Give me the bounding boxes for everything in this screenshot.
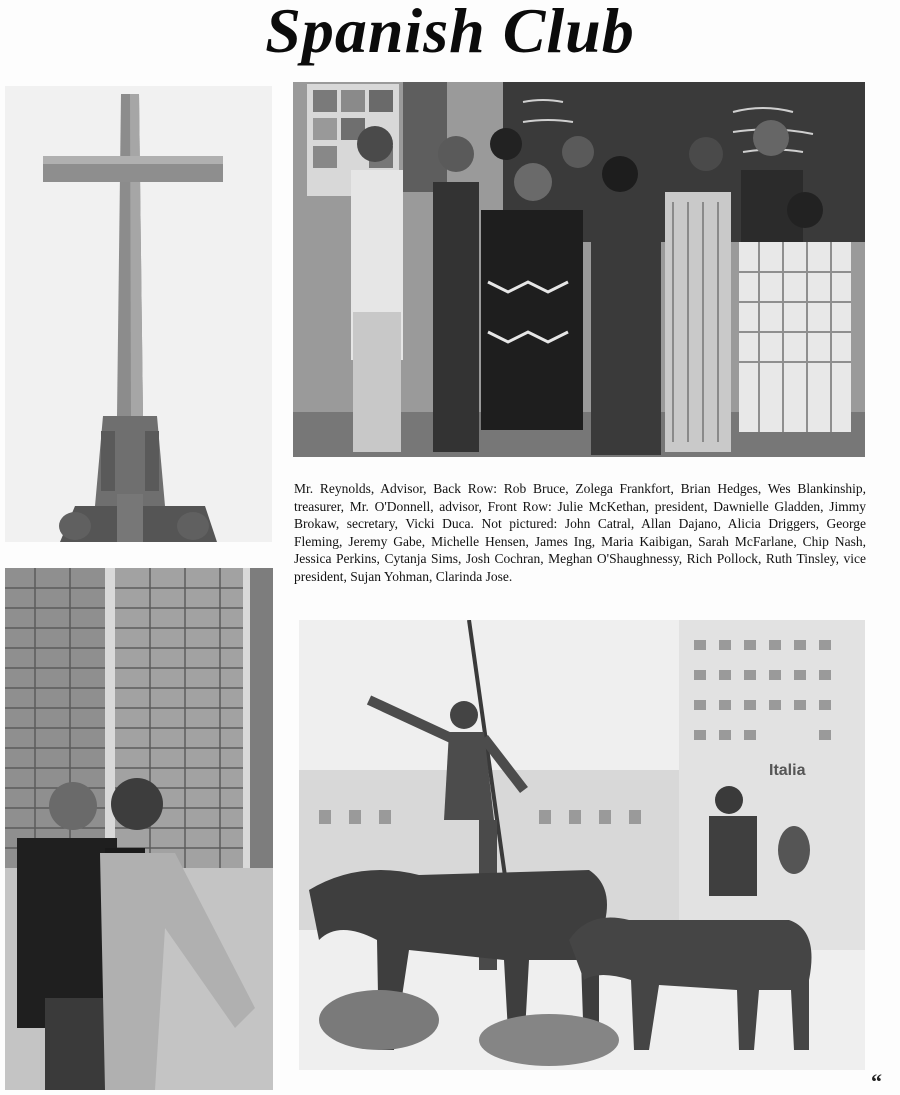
don-quixote-statue-photo: [299, 620, 865, 1070]
aqueduct-photo: [5, 568, 273, 1090]
building-sign: Italia: [769, 762, 806, 779]
photo-caption: Mr. Reynolds, Advisor, Back Row: Rob Bruce, Zolega Frankfort, Brian Hedges, Wes Blankinship, treasurer, Mr. O'Donnell, advisor, Front Row: Julie McKethan, president, Dawnielle Gladden, Jimmy Brokaw, secretary, Vicki Duca. Not pictured: John Catral, Allan Dajano, Alicia Driggers, George Fleming, Jeremy Gabe, Michelle Hensen, James Ing, Maria Kaibigan, Sarah McFarlane, Chip Nash, Jessica Perkins, Cytanja Sims, Josh Cochran, Meghan O'Shaughnessy, Rich Pollock, Ruth Tinsley, vice president, Sujan Yohman, Clarinda Jose.: [294, 481, 866, 584]
page-title: Spanish Club: [265, 0, 635, 66]
cross-monument-photo: [5, 86, 272, 542]
club-group-photo: [293, 82, 865, 457]
page-number-mark: “: [871, 1069, 882, 1094]
